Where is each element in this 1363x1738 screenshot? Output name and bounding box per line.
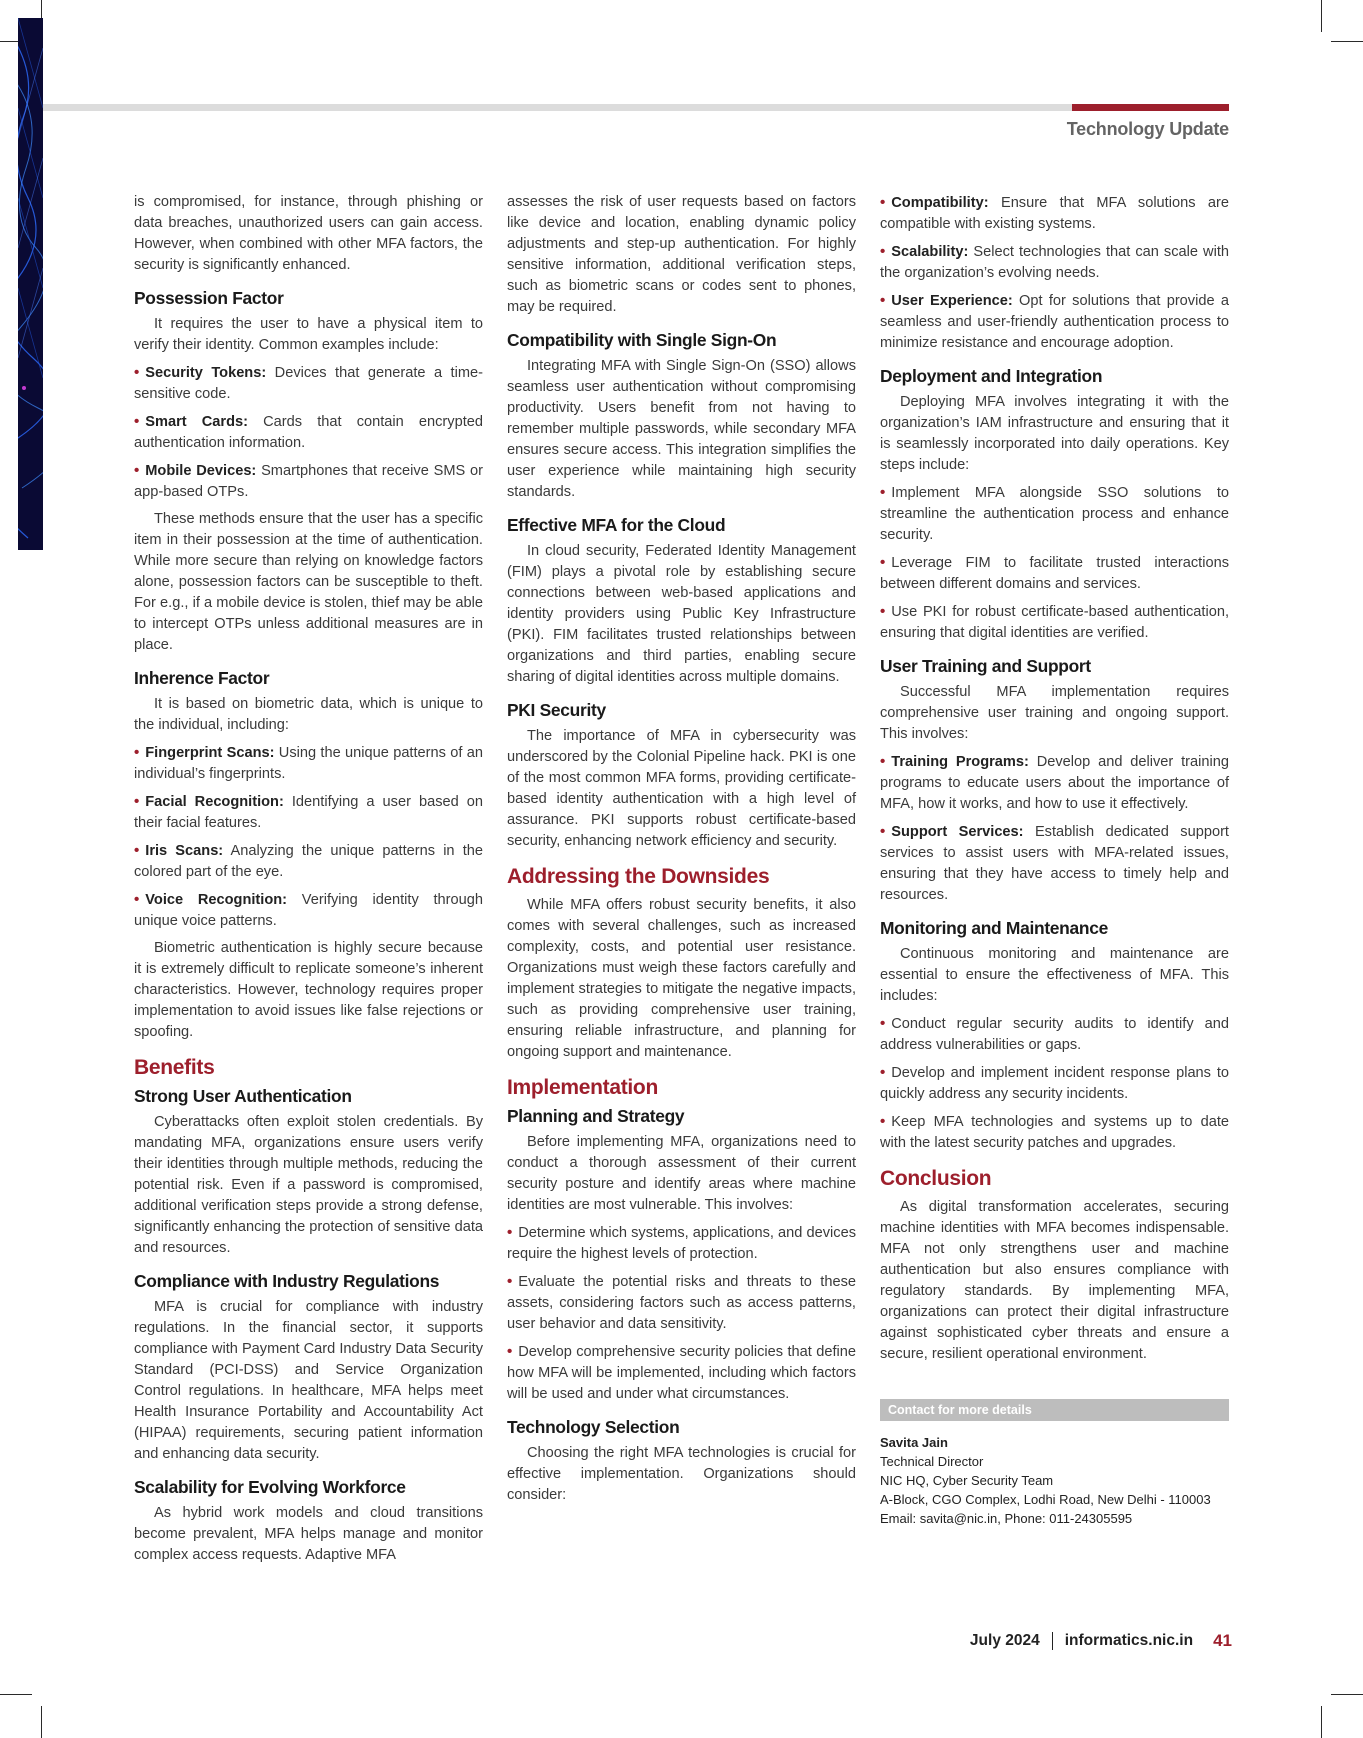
bullet-icon: • [507,1343,513,1360]
list-item: • Support Services: Establish dedicated support services to assist users with MFA-related issues, ensuring that they have access to timely help and resources. [880,823,1229,903]
heading-planning-strategy: Planning and Strategy [507,1106,685,1126]
paragraph: Continuous monitoring and maintenance are essential to ensure the effectiveness of MFA. This includes: [880,946,1229,1004]
paragraph: Biometric authentication is highly secure because it is extremely difficult to replicate someone’s inherent characteristics. However, technology requires proper implementation to avoid issues like false rejections or spoofing. [134,940,483,1040]
heading-benefits: Benefits [134,1056,215,1079]
list-item: • Determine which systems, applications, and devices require the highest levels of protection. [507,1224,856,1262]
paragraph: Cyberattacks often exploit stolen credentials. By mandating MFA, organizations ensure users verify their identities through multiple methods, reducing the potential risk. Even if a password is compromised, additional verification steps provide a strong defense, significantly enhancing the protection of sensitive data and resources. [134,1114,483,1256]
bullet-icon: • [880,1064,886,1081]
paragraph: Integrating MFA with Single Sign-On (SSO) allows seamless user authentication without compromising productivity. Users benefit from not having to remember multiple passwords, while secondary MFA ensures secure access. This integration simplifies the user experience while maintaining high security standards. [507,358,856,500]
paragraph: Before implementing MFA, organizations need to conduct a thorough assessment of their current security posture and identify areas where machine identities are most vulnerable. This involves: [507,1134,856,1213]
crop-mark [1321,1706,1322,1738]
paragraph: While MFA offers robust security benefits, it also comes with several challenges, such as increased complexity, costs, and potential user resistance. Organizations must weigh these factors carefully and implement strategies to mitigate the negative impacts, such as providing comprehensive user training, ensuring reliable infrastructure, and planning for ongoing support and maintenance. [507,897,856,1060]
paragraph: MFA is crucial for compliance with industry regulations. In the financial sector, it supports compliance with Payment Card Industry Data Security Standard (PCI-DSS) and Service Organization Control regulations. In healthcare, MFA helps meet Health Insurance Portability and Accountability Act (HIPAA) requirements, securing patient information and enhancing data security. [134,1299,483,1462]
heading-possession-factor: Possession Factor [134,288,284,308]
bullet-icon: • [880,292,886,309]
bullet-icon: • [134,744,140,761]
heading-conclusion: Conclusion [880,1167,992,1190]
list-item: • Scalability: Select technologies that can scale with the organization’s evolving needs. [880,243,1229,281]
list-item: • Implement MFA alongside SSO solutions to streamline the authentication process and enhance security. [880,484,1229,543]
heading-cloud: Effective MFA for the Cloud [507,515,726,535]
list-item: • Security Tokens: Devices that generate a time-sensitive code. [134,364,483,402]
paragraph: As digital transformation accelerates, securing machine identities with MFA becomes indispensable. MFA not only strengthens user and machine authentication but also ensures compliance with regulatory standards. By implementing MFA, organizations can protect their digital infrastructure against sophisticated cyber threats and ensure a secure, resilient operational environment. [880,1199,1229,1362]
contact-email: Email: savita@nic.in, Phone: 011-24305595 [880,1511,1133,1526]
contact-address: A-Block, CGO Complex, Lodhi Road, New Delhi - 110003 [880,1492,1211,1507]
list-item: • Develop comprehensive security policies that define how MFA will be implemented, including which factors will be used and under what circumstances. [507,1343,856,1402]
bullet-icon: • [134,891,140,908]
heading-monitoring-maintenance: Monitoring and Maintenance [880,918,1108,938]
bullet-icon: • [880,484,886,501]
footer-divider [1052,1632,1053,1650]
contact-block [880,1433,1229,1528]
paragraph: As hybrid work models and cloud transitions become prevalent, MFA helps manage and monitor complex access requests. Adaptive MFA [134,1505,483,1563]
paragraph: assesses the risk of user requests based on factors like device and location, enabling dynamic policy adjustments and step-up authentication. For highly sensitive information, additional verification steps, such as biometric scans or codes sent to phones, may be required. [507,194,856,315]
page-number: 41 [1213,1631,1232,1650]
section-label: Technology Update [1066,119,1229,139]
bullet-icon: • [134,462,140,479]
paragraph: These methods ensure that the user has a specific item in their possession at the time of authentication. While more secure than relying on knowledge factors alone, possession factors can be susceptible to theft. For e.g., if a mobile device is stolen, thief may be able to intercept OTPs unless additional measures are in place. [134,511,483,653]
crop-mark [41,1706,42,1738]
heading-addressing-downsides: Addressing the Downsides [507,865,770,888]
column-2 [507,192,856,1512]
heading-sso: Compatibility with Single Sign-On [507,330,777,350]
contact-org: NIC HQ, Cyber Security Team [880,1473,1054,1488]
crop-mark [1331,41,1363,42]
column-1 [134,192,483,1572]
heading-pki-security: PKI Security [507,700,606,720]
list-item: • Mobile Devices: Smartphones that receive SMS or app-based OTPs. [134,462,483,500]
page-footer [970,1631,1232,1651]
heading-strong-user-authentication: Strong User Authentication [134,1086,352,1106]
bullet-icon: • [134,842,140,859]
bullet-icon: • [880,823,886,840]
paragraph: The importance of MFA in cybersecurity was underscored by the Colonial Pipeline hack. PKI is one of the most common MFA forms, providing certificate-based identity authentication with a high level of assurance. PKI supports robust certificate-based security, enhancing network efficiency and security. [507,728,856,849]
heading-implementation: Implementation [507,1076,658,1099]
list-item: • Voice Recognition: Verifying identity through unique voice patterns. [134,891,483,929]
paragraph: Choosing the right MFA technologies is crucial for effective implementation. Organizations should consider: [507,1445,856,1503]
list-item: • Iris Scans: Analyzing the unique patterns in the colored part of the eye. [134,842,483,880]
contact-name: Savita Jain [880,1435,948,1450]
heading-inherence-factor: Inherence Factor [134,668,270,688]
bullet-icon: • [880,243,886,260]
crop-mark [0,1694,32,1695]
paragraph: Deploying MFA involves integrating it with the organization’s IAM infrastructure and ensuring that it is seamlessly incorporated into daily operations. Key steps include: [880,394,1229,473]
bullet-icon: • [134,364,140,381]
heading-scalability-workforce: Scalability for Evolving Workforce [134,1477,406,1497]
heading-deployment-integration: Deployment and Integration [880,366,1103,386]
contact-bar: Contact for more details [880,1399,1229,1421]
list-item: • Conduct regular security audits to identify and address vulnerabilities or gaps. [880,1015,1229,1053]
list-item: • Keep MFA technologies and systems up to date with the latest security patches and upgrades. [880,1113,1229,1151]
heading-technology-selection: Technology Selection [507,1417,680,1437]
list-item: • Training Programs: Develop and deliver training programs to educate users about the importance of MFA, how it works, and how to use it effectively. [880,753,1229,812]
paragraph: is compromised, for instance, through phishing or data breaches, unauthorized users can gain access. However, when combined with other MFA factors, the security is significantly enhanced. [134,194,483,273]
header-accent-rule [1072,104,1229,111]
list-item: • Use PKI for robust certificate-based authentication, ensuring that digital identities are verified. [880,603,1229,641]
bullet-icon: • [507,1224,513,1241]
bullet-icon: • [880,554,886,571]
crop-mark [1331,1694,1363,1695]
paragraph: It is based on biometric data, which is unique to the individual, including: [134,696,483,733]
bullet-icon: • [134,793,140,810]
bullet-icon: • [880,1015,886,1032]
list-item: • Compatibility: Ensure that MFA solutions are compatible with existing systems. [880,194,1229,232]
list-item: • Develop and implement incident response plans to quickly address any security incidents. [880,1064,1229,1102]
bullet-icon: • [880,603,886,620]
list-item: • Smart Cards: Cards that contain encrypted authentication information. [134,413,483,451]
list-item: • User Experience: Opt for solutions that provide a seamless and user-friendly authentication process to minimize resistance and encourage adoption. [880,292,1229,351]
heading-compliance: Compliance with Industry Regulations [134,1271,440,1291]
footer-site-link[interactable]: informatics.nic.in [1064,1632,1194,1649]
list-item: • Fingerprint Scans: Using the unique patterns of an individual’s fingerprints. [134,744,483,782]
bullet-icon: • [880,1113,886,1130]
paragraph: It requires the user to have a physical item to verify their identity. Common examples include: [134,316,483,353]
bullet-icon: • [880,194,886,211]
heading-user-training-support: User Training and Support [880,656,1091,676]
column-3 [880,192,1229,1528]
crop-mark [1321,0,1322,32]
paragraph: Successful MFA implementation requires comprehensive user training and ongoing support. This involves: [880,684,1229,742]
decorative-mesh-band [18,18,43,550]
list-item: • Facial Recognition: Identifying a user based on their facial features. [134,793,483,831]
list-item: • Evaluate the potential risks and threats to these assets, considering factors such as access patterns, user behavior and data sensitivity. [507,1273,856,1332]
header-rule [43,104,1229,111]
bullet-icon: • [880,753,886,770]
list-item: • Leverage FIM to facilitate trusted interactions between different domains and services. [880,554,1229,592]
bullet-icon: • [507,1273,513,1290]
bullet-icon: • [134,413,140,430]
contact-title: Technical Director [880,1454,984,1469]
paragraph: In cloud security, Federated Identity Management (FIM) plays a pivotal role by establishing secure connections between web-based applications and identity providers using Public Key Infrastructure (PKI). FIM facilitates trusted relationships between organizations and third parties, enabling secure sharing of digital identities across multiple domains. [507,543,856,685]
footer-date: July 2024 [969,1632,1040,1649]
